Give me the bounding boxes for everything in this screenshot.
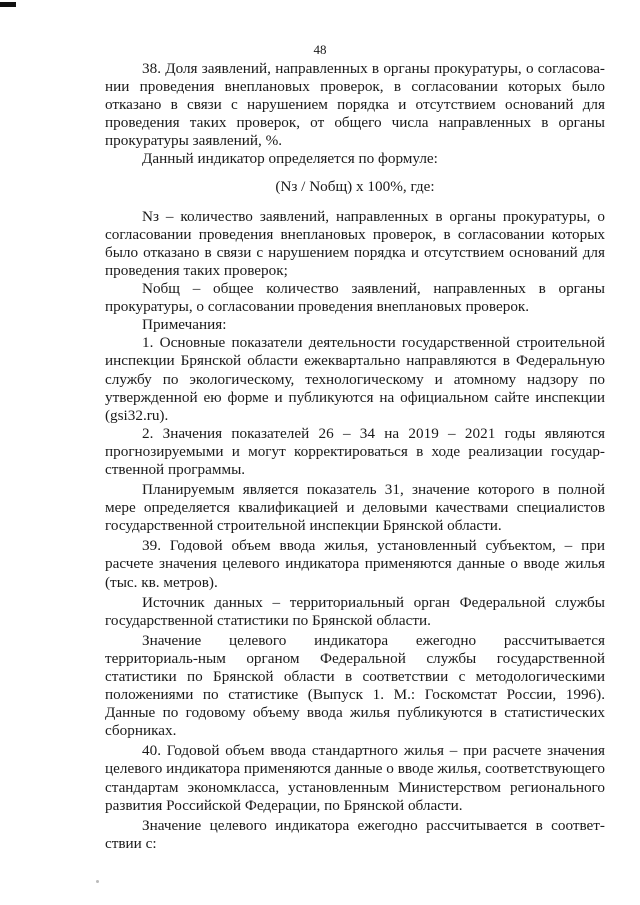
paragraph-nz-definition: Nз – количество заявлений, направленных в органы прокуратуры, о согласовании проведения внеплановых проверок, в согласовании которых было отказано в связи с нарушением порядка и отсутствием оснований для проведения таких проверок; <box>105 207 605 279</box>
document-body <box>105 60 605 853</box>
formula: (Nз / Nобщ) х 100%, где: <box>275 177 435 195</box>
scan-corner-mark <box>0 2 16 7</box>
paragraph-formula-intro: Данный индикатор определяется по формуле: <box>142 150 438 168</box>
paragraph-indicator-calculation: Значение целевого индикатора ежегодно рассчитывается территориаль-ным органом Федеральной службы государственной статистики по Брянской области в соответствии с методологическими положениями по статистике (Выпуск 1. М.: Госкомстат России, 1996). Данные по годовому объему ввода жилья публикуются в статистических сборниках. <box>105 631 605 740</box>
paragraph-calculation-accordance: Значение целевого индикатора ежегодно рассчитывается в соответ-ствии с: <box>105 816 605 852</box>
paragraph-item-40: 40. Годовой объем ввода стандартного жилья – при расчете значения целевого индикатора применяются данные о вводе жилья, соответствующего стандартам экономкласса, установленным Министерством регионального развития Российской Федерации, по Брянской области. <box>105 742 605 814</box>
scan-speck <box>96 880 99 883</box>
paragraph-nobshch-definition: Nобщ – общее количество заявлений, направленных в органы прокуратуры, о согласовании проведения внеплановых проверок. <box>105 280 605 316</box>
page-number: 48 <box>313 42 327 57</box>
paragraph-item-38: 38. Доля заявлений, направленных в органы прокуратуры, о согласова-нии проведения внеплановых проверок, в согласовании которых было отказано в связи с нарушением порядка и отсутствием оснований для проведения таких проверок, от общего числа направленных в органы прокуратуры заявлений, %. <box>105 60 605 150</box>
paragraph-item-39: 39. Годовой объем ввода жилья, установленный субъектом, – при расчете значения целевого индикатора применяются данные о вводе жилья (тыс. кв. метров). <box>105 537 605 591</box>
paragraph-planned-indicator: Планируемым является показатель 31, значение которого в полной мере определяется квалификацией и деловыми качествами специалистов государственной строительной инспекции Брянской области. <box>105 481 605 535</box>
paragraph-data-source: Источник данных – территориальный орган Федеральной службы государственной статистики по Брянской области. <box>105 593 605 629</box>
paragraph-note-1: 1. Основные показатели деятельности государственной строительной инспекции Брянской области ежеквартально направляются в Федеральную службу по экологическому, технологическому и атомному надзору по утвержденной ею форме и публикуются на официальном сайте инспекции (gsi32.ru). <box>105 334 605 424</box>
notes-heading: Примечания: <box>142 316 227 334</box>
paragraph-note-2: 2. Значения показателей 26 – 34 на 2019 – 2021 годы являются прогнозируемыми и могут корректироваться в ходе реализации государ-ственной программы. <box>105 424 605 478</box>
